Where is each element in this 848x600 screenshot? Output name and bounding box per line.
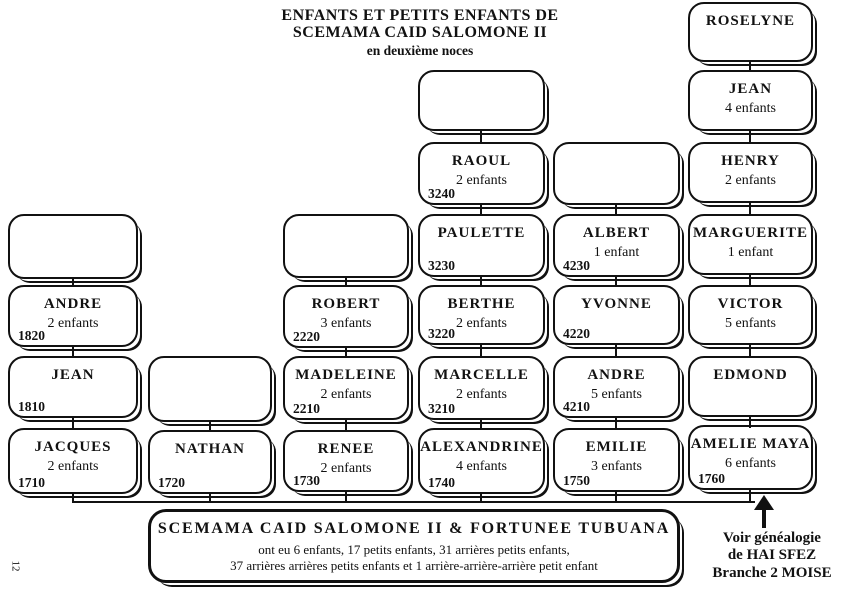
- connector: [480, 205, 482, 214]
- children-count: 3 enfants: [591, 459, 642, 474]
- branch-code: 4220: [563, 326, 590, 341]
- person-name: PAULETTE: [437, 225, 526, 241]
- branch-code: 2220: [293, 329, 320, 344]
- connector: [615, 277, 617, 285]
- chart-title-line2: SCEMAMA CAID SALOMONE II: [292, 23, 548, 41]
- branch-code: 4210: [563, 399, 590, 414]
- connector: [209, 422, 211, 430]
- person-name: RENEE: [317, 441, 375, 457]
- person-name: ROBERT: [311, 296, 381, 312]
- person-box-victor: [688, 285, 813, 345]
- children-count: 2 enfants: [320, 387, 372, 402]
- family-summary-box: [148, 509, 680, 583]
- person-box-jacques: [8, 428, 138, 494]
- connector: [72, 279, 74, 285]
- connector: [480, 131, 482, 142]
- page-number: 12: [9, 560, 22, 572]
- person-box-alexandrine: [418, 428, 545, 494]
- person-name: EDMOND: [713, 367, 788, 383]
- branch-code: 2210: [293, 401, 320, 416]
- person-name: MADELEINE: [295, 367, 397, 383]
- person-box-henry: [688, 142, 813, 203]
- connector: [749, 131, 751, 142]
- person-box-jean-2: [688, 70, 813, 131]
- person-name: ALEXANDRINE: [420, 439, 543, 455]
- empty-box: [148, 356, 272, 422]
- person-name: JEAN: [728, 81, 773, 97]
- chart-title: [220, 8, 620, 58]
- empty-box: [418, 70, 545, 131]
- person-box-raoul: [418, 142, 545, 205]
- person-box-andre-2: [553, 356, 680, 418]
- children-count: 3 enfants: [320, 316, 372, 331]
- branch-code: 1740: [428, 475, 455, 490]
- family-names: SCEMAMA CAID SALOMONE II & FORTUNEE TUBUANA: [157, 520, 671, 537]
- person-box-albert: [553, 214, 680, 277]
- connector: [480, 345, 482, 356]
- children-count: 5 enfants: [591, 387, 642, 402]
- connector: [749, 203, 751, 214]
- person-box-madeleine: [283, 356, 409, 420]
- empty-box: [553, 142, 680, 205]
- branch-code: 1750: [563, 473, 590, 488]
- empty-box: [283, 214, 409, 278]
- person-name: RAOUL: [451, 153, 512, 169]
- see-also-line2: de HAI SFEZ: [727, 547, 817, 564]
- children-count: 2 enfants: [725, 173, 776, 188]
- branch-code: 1710: [18, 475, 45, 490]
- family-summary-line2: ont eu 6 enfants, 17 petits enfants, 31 arrières petits enfants,: [258, 542, 570, 557]
- branch-code: 1720: [158, 475, 185, 490]
- person-box-berthe: [418, 285, 545, 345]
- person-box-roselyne: [688, 2, 813, 62]
- person-box-renee: [283, 430, 409, 492]
- person-name: EMILIE: [585, 439, 648, 455]
- children-count: 2 enfants: [320, 461, 372, 476]
- person-name: HENRY: [721, 153, 780, 169]
- children-count: 4 enfants: [725, 101, 776, 116]
- connector: [615, 345, 617, 356]
- connector: [615, 418, 617, 428]
- person-name: YVONNE: [581, 296, 652, 312]
- connector: [72, 347, 74, 356]
- up-arrow-shaft: [762, 509, 766, 528]
- branch-code: 3240: [428, 186, 455, 201]
- connector: [749, 62, 751, 70]
- empty-box: [8, 214, 138, 279]
- person-name: VICTOR: [717, 296, 784, 312]
- person-name: MARCELLE: [434, 367, 529, 383]
- connector: [345, 278, 347, 285]
- branch-code: 3220: [428, 326, 455, 341]
- children-count: 2 enfants: [47, 459, 99, 474]
- family-summary-line3: 37 arrières arrières petits enfants et 1 arrière-arrière-arrière petit enfant: [230, 557, 598, 573]
- connector: [749, 275, 751, 285]
- connector: [480, 277, 482, 285]
- connector: [480, 420, 482, 428]
- branch-code: 1730: [293, 473, 320, 488]
- chart-title-line1: ENFANTS ET PETITS ENFANTS DE: [281, 7, 559, 24]
- children-count: 2 enfants: [456, 316, 507, 331]
- children-count: 2 enfants: [456, 173, 507, 188]
- person-box-marcelle: [418, 356, 545, 420]
- person-box-marguerite: [688, 214, 813, 275]
- children-count: 1 enfant: [593, 245, 640, 260]
- see-also-line3: Branche 2 MOISE: [712, 564, 832, 581]
- see-also-line1: Voir généalogie: [723, 530, 821, 546]
- chart-title-line3: en deuxième noces: [366, 42, 474, 58]
- person-name: AMELIE MAYA: [690, 436, 811, 452]
- person-box-yvonne: [553, 285, 680, 345]
- connector: [72, 418, 74, 428]
- branch-code: 1760: [698, 471, 725, 486]
- branch-code: 1810: [18, 399, 45, 414]
- person-name: ROSELYNE: [705, 13, 796, 29]
- connector: [749, 345, 751, 356]
- person-name: MARGUERITE: [692, 225, 808, 241]
- person-name: ANDRE: [43, 296, 103, 312]
- up-arrow-icon: [754, 495, 774, 510]
- see-also-note: [696, 530, 848, 582]
- children-count: 5 enfants: [725, 316, 776, 331]
- connector: [345, 348, 347, 356]
- children-count: 1 enfant: [727, 245, 774, 260]
- person-box-edmond: [688, 356, 813, 417]
- person-box-jean-1: [8, 356, 138, 418]
- person-name: BERTHE: [447, 296, 516, 312]
- person-box-emilie: [553, 428, 680, 492]
- children-count: 2 enfants: [47, 316, 99, 331]
- person-name: NATHAN: [175, 441, 245, 457]
- children-count: 6 enfants: [725, 456, 776, 471]
- person-box-amelie-maya: [688, 425, 813, 490]
- person-name: ALBERT: [582, 225, 651, 241]
- person-name: JACQUES: [34, 439, 112, 455]
- person-box-paulette: [418, 214, 545, 277]
- person-box-nathan: [148, 430, 272, 494]
- person-name: ANDRE: [587, 367, 646, 383]
- connector: [345, 420, 347, 430]
- branch-code: 3210: [428, 401, 455, 416]
- person-name: JEAN: [51, 367, 95, 383]
- connector-bus-line: [72, 501, 755, 503]
- person-box-robert: [283, 285, 409, 348]
- connector: [749, 417, 751, 428]
- person-box-andre-1: [8, 285, 138, 347]
- branch-code: 3230: [428, 258, 455, 273]
- children-count: 2 enfants: [456, 387, 507, 402]
- branch-code: 1820: [18, 328, 45, 343]
- connector: [615, 205, 617, 214]
- children-count: 4 enfants: [456, 459, 507, 474]
- branch-code: 4230: [563, 258, 590, 273]
